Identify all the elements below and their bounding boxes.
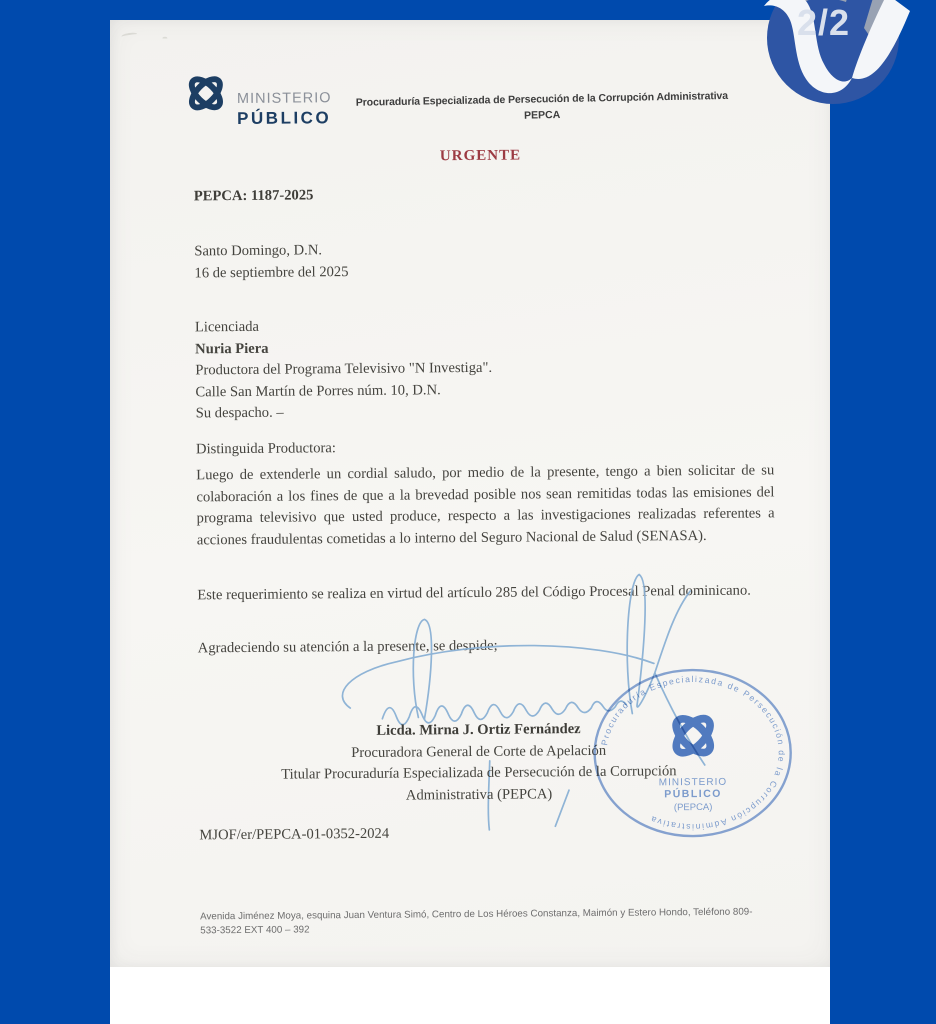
pepca-round-stamp bbox=[587, 662, 799, 844]
date-line: 16 de septiembre del 2025 bbox=[194, 263, 349, 281]
letter-content bbox=[106, 17, 834, 970]
brand-line-ministerio: MINISTERIO bbox=[236, 90, 332, 108]
office-name: Procuraduría Especializada de Persecución de la Corrupción Administrativa bbox=[355, 89, 729, 109]
stamp-org-line3: (PEPCA) bbox=[673, 801, 713, 814]
body-paragraph-1: Luego de extenderle un cordial saludo, por medio de la presente, tengo a bien solicitar de su colaboración a los fines de que a la brevedad posible nos sean remitidas todas las emisiones del programa televisivo que usted produce, respecto a las investigaciones realizadas referentes a acciones fraudulentas cometidas a lo interno del Seguro Nacional de Salud (SENASA). bbox=[196, 462, 775, 549]
recipient-block bbox=[195, 315, 493, 425]
paper-smudge bbox=[162, 37, 167, 40]
recipient-line3: Su despacho. – bbox=[195, 404, 284, 422]
signer-title-2: Titular Procuraduría Especializada de Persecución de la Corrupción bbox=[281, 763, 677, 783]
place-line: Santo Domingo, D.N. bbox=[194, 242, 323, 260]
footer-line-1: Avenida Jiménez Moya, esquina Juan Ventura Simó, Centro de Los Héroes Constanza, Maimón y Estero Hondo, Teléfono 809- bbox=[200, 906, 753, 923]
body-paragraph-2: Este requerimiento se realiza en virtud del artículo 285 del Código Procesal Penal dominicano. bbox=[197, 582, 751, 604]
brand-line-publico: PÚBLICO bbox=[237, 107, 332, 128]
recipient-line2: Calle San Martín de Porres núm. 10, D.N. bbox=[195, 381, 441, 400]
file-reference: MJOF/er/PEPCA-01-0352-2024 bbox=[199, 825, 390, 844]
signer-title-1: Procuradora General de Corte de Apelación bbox=[351, 742, 607, 761]
signer-name: Licda. Mirna J. Ortiz Fernández bbox=[376, 721, 581, 739]
signer-title-3: Administrativa (PEPCA) bbox=[405, 785, 553, 804]
stamp-knot-icon bbox=[670, 713, 716, 759]
office-header bbox=[332, 90, 752, 126]
recipient-line1: Productora del Programa Televisivo "N Investiga". bbox=[195, 359, 493, 379]
paper-smudge bbox=[121, 32, 138, 39]
ministerio-publico-knot-icon bbox=[179, 66, 233, 120]
place-date-block bbox=[194, 240, 348, 284]
stamp-org-line1: MINISTERIO bbox=[658, 776, 728, 789]
recipient-name: Nuria Piera bbox=[195, 340, 269, 357]
stamp-ring-text: Procuraduría Especializada de Persecución de la Corrupción Administrativa bbox=[599, 674, 787, 833]
letter-footer bbox=[200, 905, 782, 938]
body-paragraph-3: Agradeciendo su atención a la presente, se despide; bbox=[197, 637, 498, 657]
footer-line-2: 533-3522 EXT 400 – 392 bbox=[200, 924, 310, 937]
office-acronym: PEPCA bbox=[523, 109, 561, 122]
brand-wordmark bbox=[237, 91, 332, 126]
recipient-title: Licenciada bbox=[194, 318, 260, 336]
urgent-label: URGENTE bbox=[439, 147, 522, 165]
salutation: Distinguida Productora: bbox=[195, 440, 336, 458]
case-number: PEPCA: 1187-2025 bbox=[193, 187, 314, 205]
stamp-org-line2: PÚBLICO bbox=[664, 787, 722, 801]
page-indicator: 2/2 bbox=[797, 2, 851, 43]
letter-paper bbox=[110, 20, 830, 967]
